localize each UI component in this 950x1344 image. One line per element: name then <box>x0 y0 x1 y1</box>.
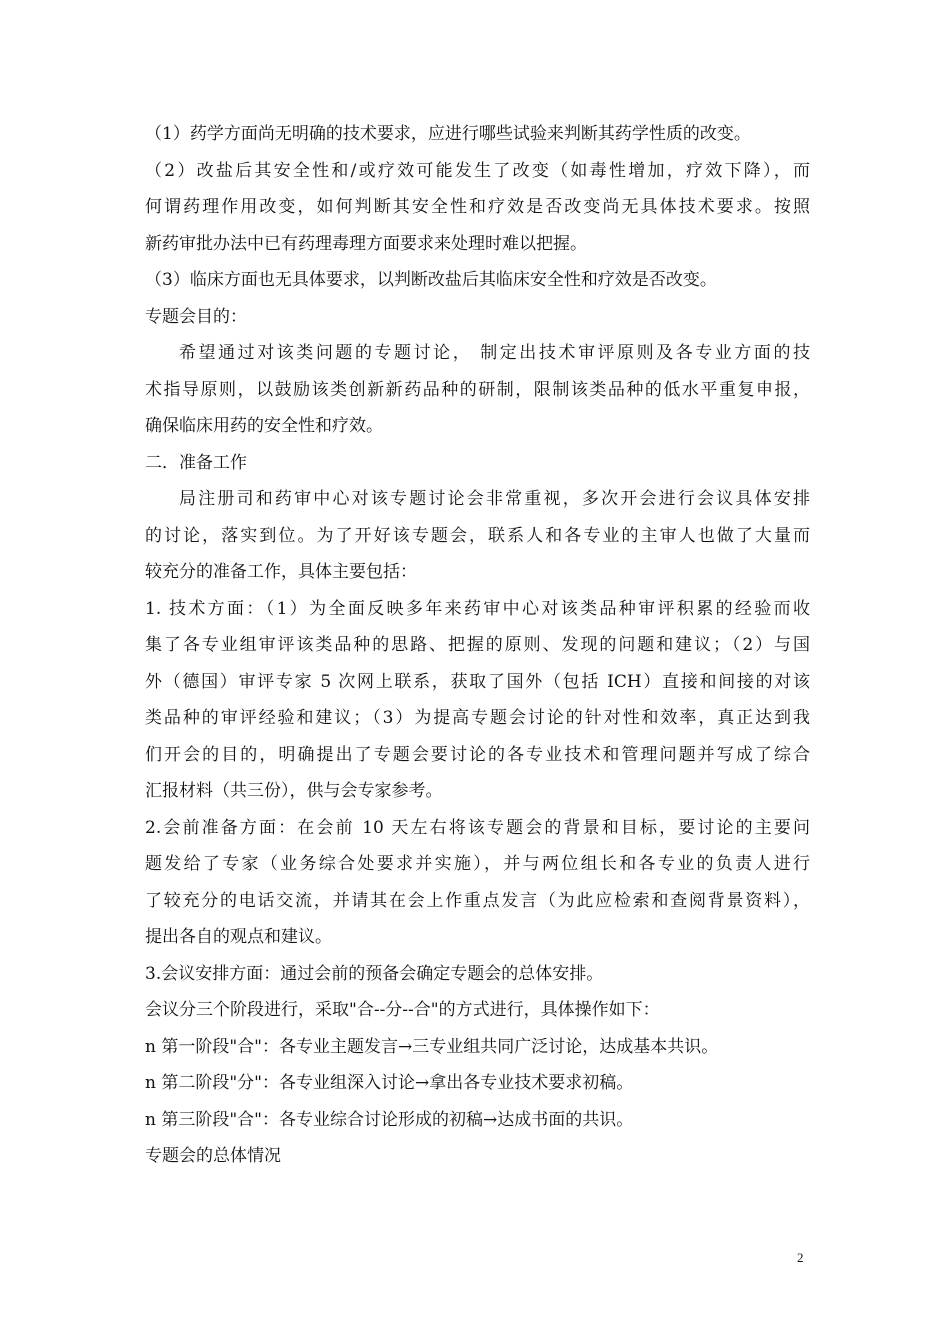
text-line: 专题会的总体情况 <box>145 1146 281 1166</box>
text-line: 3.会议安排方面：通过会前的预备会确定专题会的总体安排。 <box>145 963 604 984</box>
page-number: 2 <box>797 1250 804 1265</box>
text-line: 何谓药理作用改变，如何判断其安全性和疗效是否改变尚无具体技术要求。按照 <box>145 197 810 217</box>
paragraph-item-3 <box>145 262 810 299</box>
text-line: 术指导原则，以鼓励该类创新新药品种的研制，限制该类品种的低水平重复申报， <box>145 379 810 400</box>
text-line: （3）临床方面也无具体要求，以判断改盐后其临床安全性和疗效是否改变。 <box>145 270 717 290</box>
paragraph-purpose-heading <box>145 299 810 336</box>
text-line: 较充分的准备工作，具体主要包括： <box>145 562 417 582</box>
text-line: n 第一阶段"合"：各专业主题发言→三专业组共同广泛讨论，达成基本共识。 <box>145 1036 719 1057</box>
paragraph-item-2 <box>145 153 810 263</box>
paragraph-stage-2 <box>145 1065 810 1102</box>
text-line: 外（德国）审评专家 5 次网上联系，获取了国外（包括 ICH）直接和间接的对该 <box>145 671 810 692</box>
text-line: 类品种的审评经验和建议；（3）为提高专题会讨论的针对性和效率，真正达到我 <box>145 708 810 728</box>
paragraph-pre-meeting <box>145 810 810 956</box>
text-line: 的讨论，落实到位。为了开好该专题会，联系人和各专业的主审人也做了大量而 <box>145 525 810 546</box>
text-line: 了较充分的电话交流，并请其在会上作重点发言（为此应检索和查阅背景资料）， <box>145 890 810 911</box>
text-line: n 第三阶段"合"：各专业综合讨论形成的初稿→达成书面的共识。 <box>145 1109 634 1130</box>
paragraph-stage-1 <box>145 1029 810 1066</box>
text-line: 局注册司和药审中心对该专题讨论会非常重视，多次开会进行会议具体安排 <box>179 489 810 509</box>
paragraph-stages-intro <box>145 992 810 1029</box>
text-line: （1）药学方面尚无明确的技术要求，应进行哪些试验来判断其药学性质的改变。 <box>145 124 751 144</box>
text-line: n 第二阶段"分"：各专业组深入讨论→拿出各专业技术要求初稿。 <box>145 1073 634 1093</box>
text-line: 2.会前准备方面：在会前 10 天左右将该专题会的背景和目标，要讨论的主要问 <box>145 817 810 838</box>
paragraph-section-2-body <box>145 481 810 591</box>
paragraph-stage-3 <box>145 1102 810 1139</box>
text-line: 确保临床用药的安全性和疗效。 <box>145 416 383 436</box>
text-line: 们开会的目的，明确提出了专题会要讨论的各专业技术和管理问题并写成了综合 <box>145 744 810 765</box>
text-line: 1. 技术方面：（1）为全面反映多年来药审中心对该类品种审评积累的经验而收 <box>145 598 810 619</box>
text-line: 会议分三个阶段进行，采取"合--分--合"的方式进行，具体操作如下： <box>145 1000 660 1020</box>
text-line: 题发给了专家（业务综合处要求并实施），并与两位组长和各专业的负责人进行 <box>145 854 810 874</box>
text-line: 新药审批办法中已有药理毒理方面要求来处理时难以把握。 <box>145 233 587 254</box>
document-body <box>145 116 810 1175</box>
text-line: 汇报材料（共三份），供与会专家参考。 <box>145 781 443 801</box>
paragraph-purpose-body <box>145 335 810 445</box>
paragraph-item-1 <box>145 116 810 153</box>
text-line: 提出各自的观点和建议。 <box>145 927 332 947</box>
paragraph-overall-heading <box>145 1138 810 1175</box>
text-line: 二．准备工作 <box>145 452 247 473</box>
text-line: 集了各专业组审评该类品种的思路、把握的原则、发现的问题和建议；（2）与国 <box>145 635 810 655</box>
text-line: （2）改盐后其安全性和/或疗效可能发生了改变（如毒性增加，疗效下降），而 <box>145 160 810 181</box>
text-line: 专题会目的： <box>145 306 247 327</box>
paragraph-technical <box>145 591 810 810</box>
text-line: 希望通过对该类问题的专题讨论， 制定出技术审评原则及各专业方面的技 <box>179 343 810 363</box>
paragraph-section-2-heading <box>145 445 810 482</box>
paragraph-arrangement <box>145 956 810 993</box>
